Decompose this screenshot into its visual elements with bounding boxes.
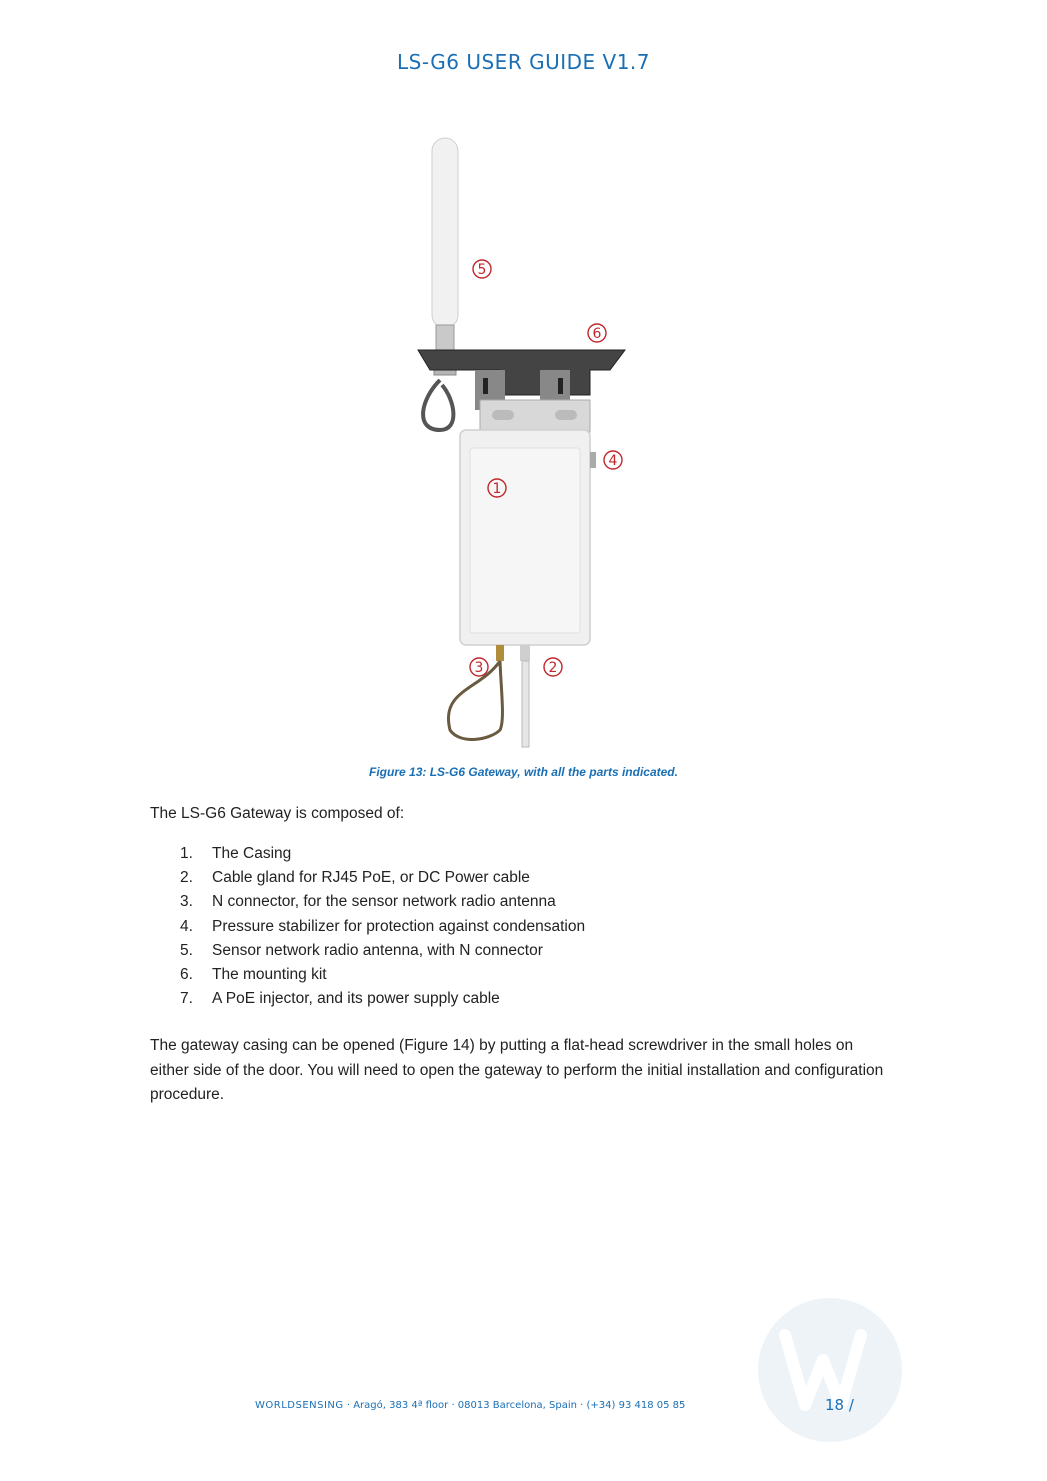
list-item-number: 6.: [180, 965, 193, 983]
gateway-figure: [380, 130, 670, 750]
footer-address: · Aragó, 383 4ª floor · 08013 Barcelona, Spain · (+34) 93 418 05 85: [343, 1400, 686, 1411]
poe-cable: [522, 661, 529, 747]
pressure-stabilizer: [590, 452, 596, 468]
antenna-cable: [423, 380, 453, 430]
list-item-number: 2.: [180, 869, 193, 887]
worldsensing-logo-watermark-icon: [755, 1290, 905, 1450]
n-connector: [496, 645, 504, 661]
callout-3-label: 3: [474, 660, 484, 676]
list-item: [180, 845, 585, 869]
list-item-text: The mounting kit: [212, 965, 327, 983]
list-item: [180, 918, 585, 942]
list-item: [180, 869, 585, 893]
list-item-text: Sensor network radio antenna, with N connector: [212, 941, 543, 959]
list-item: [180, 966, 585, 990]
list-item-number: 1.: [180, 845, 193, 862]
list-item-text: Pressure stabilizer for protection against condensation: [212, 917, 586, 935]
intro-text: The LS-G6 Gateway is composed of:: [150, 805, 405, 822]
figure-caption: Figure 13: LS-G6 Gateway, with all the parts indicated.: [369, 765, 678, 779]
page-header-title: LS-G6 USER GUIDE V1.7: [396, 50, 650, 74]
list-item-text: The Casing: [212, 845, 292, 862]
closing-paragraph: The gateway casing can be opened (Figure 14) by putting a flat-head screwdriver in the small holes on either side of the door. You will need to open the gateway to perform the initial installation and configuration procedure.: [150, 1037, 884, 1103]
list-item-number: 7.: [180, 990, 193, 1008]
list-item-text: Cable gland for RJ45 PoE, or DC Power cable: [212, 869, 530, 887]
list-item-text: A PoE injector, and its power supply cable: [212, 990, 500, 1008]
callout-5-label: 5: [477, 262, 487, 278]
antenna: [432, 138, 458, 328]
footer-brand: WORLDSENSING: [255, 1400, 344, 1411]
list-item-text: N connector, for the sensor network radio antenna: [212, 893, 556, 911]
callout-2-label: 2: [548, 660, 558, 676]
cable-gland: [520, 645, 530, 661]
list-item-number: 5.: [180, 941, 193, 959]
list-item: [180, 942, 585, 966]
callout-1-label: 1: [492, 481, 502, 497]
callout-6-label: 6: [592, 326, 602, 342]
page-number: 18 /: [825, 1396, 854, 1414]
page-footer: [255, 1400, 685, 1411]
list-item: [180, 893, 585, 917]
callout-4-label: 4: [608, 453, 618, 469]
list-item: [180, 990, 585, 1014]
parts-list: [180, 845, 585, 1014]
list-item-number: 3.: [180, 893, 193, 911]
list-item-number: 4.: [180, 917, 193, 935]
